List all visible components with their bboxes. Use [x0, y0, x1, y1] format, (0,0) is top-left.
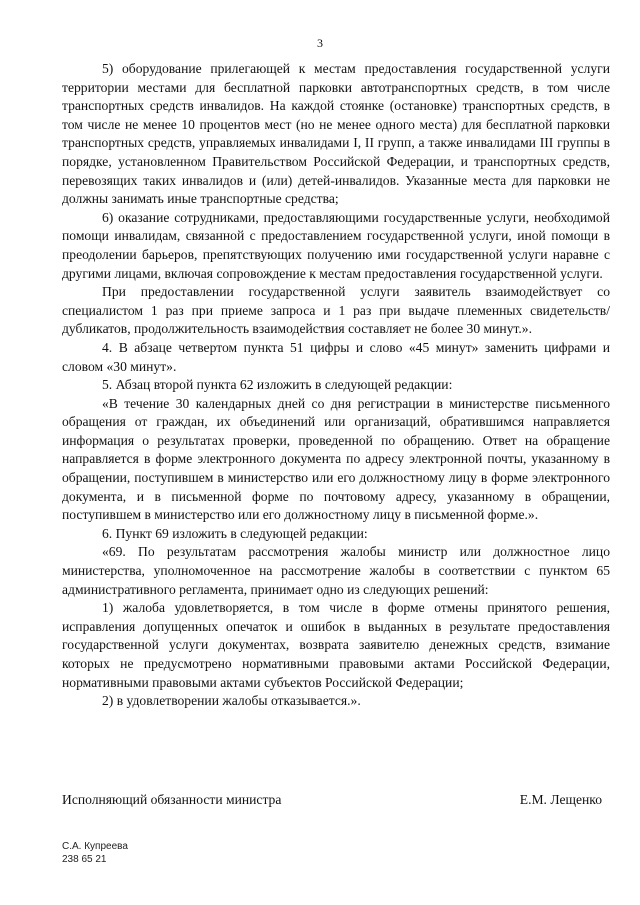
paragraph-interaction: При предоставлении государственной услуги заявитель взаимодействует со специалистом 1 раз при приеме запроса и 1 раз при выдаче племенных свидетельств/дубликатов, продолжительность взаимодействия составляет не более 30 минут.». — [62, 284, 610, 337]
signatory-name: Е.М. Лещенко — [519, 792, 602, 807]
paragraph-amendment-5-text: «В течение 30 календарных дней со дня регистрации в министерстве письменного обращения от граждан, их объединений или организаций, обратившимся направляется информация о результатах проверки, проведенной по обращению. Ответ на обращение направляется в форме электронного документа по адресу электронной почты, указанному в обращении, поступившем в министерство или его должностному лицу в форме электронного документа, и в письменной форме по почтовому адресу, указанному в обращении, поступившем в министерство или его должностному лицу в письменной форме.». — [62, 395, 610, 523]
paragraph-amendment-4: 4. В абзаце четвертом пункта 51 цифры и слово «45 минут» заменить цифрами и словом «30 минут». — [62, 339, 610, 374]
executor-block — [62, 840, 128, 866]
page-number: 3 — [317, 36, 323, 50]
paragraph-item-5: 5) оборудование прилегающей к местам предоставления государственной услуги территории местами для бесплатной парковки автотранспортных средств, в том числе транспортных средств инвалидов. На каждой стоянке (остановке) транспортных средств, в том числе не менее 10 процентов мест (но не менее одного места) для бесплатной парковки транспортных средств, управляемых инвалидами I, II групп, а также инвалидами III группы в порядке, установленном Правительством Российской Федерации, и транспортных средств, перевозящих таких инвалидов и (или) детей-инвалидов. Указанные места для парковки не должны занимать иные транспортные средства; — [62, 61, 610, 207]
document-body — [62, 60, 610, 711]
paragraph-item-6: 6) оказание сотрудниками, предоставляющими государственные услуги, необходимой помощи инвалидам, связанной с предоставлением государственной услуги, иной помощи в преодолении барьеров, препятствующих получению ими государственной услуги наравне с другими лицами, включая сопровождение к местам предоставления государственной услуги. — [62, 209, 610, 281]
paragraph-decision-2: 2) в удовлетворении жалобы отказывается.». — [102, 693, 361, 709]
paragraph-decision-1: 1) жалоба удовлетворяется, в том числе в форме отмены принятого решения, исправления допущенных опечаток и ошибок в выданных в результате предоставления государственной услуги документах, возврата заявителю денежных средств, взимание которых не предусмотрено нормативными правовыми актами Российской Федерации, нормативными правовыми актами субъектов Российской Федерации; — [62, 600, 610, 690]
paragraph-amendment-6: 6. Пункт 69 изложить в следующей редакции: — [102, 525, 368, 541]
executor-phone: 238 65 21 — [62, 854, 107, 865]
executor-name: С.А. Купреева — [62, 841, 128, 852]
paragraph-amendment-5: 5. Абзац второй пункта 62 изложить в следующей редакции: — [102, 377, 453, 393]
paragraph-item-69: «69. По результатам рассмотрения жалобы министр или должностное лицо министерства, уполномоченное на рассмотрение жалобы в соответствии с пунктом 65 административного регламента, принимает одно из следующих решений: — [62, 544, 610, 597]
signatory-role: Исполняющий обязанности министра — [62, 792, 282, 807]
